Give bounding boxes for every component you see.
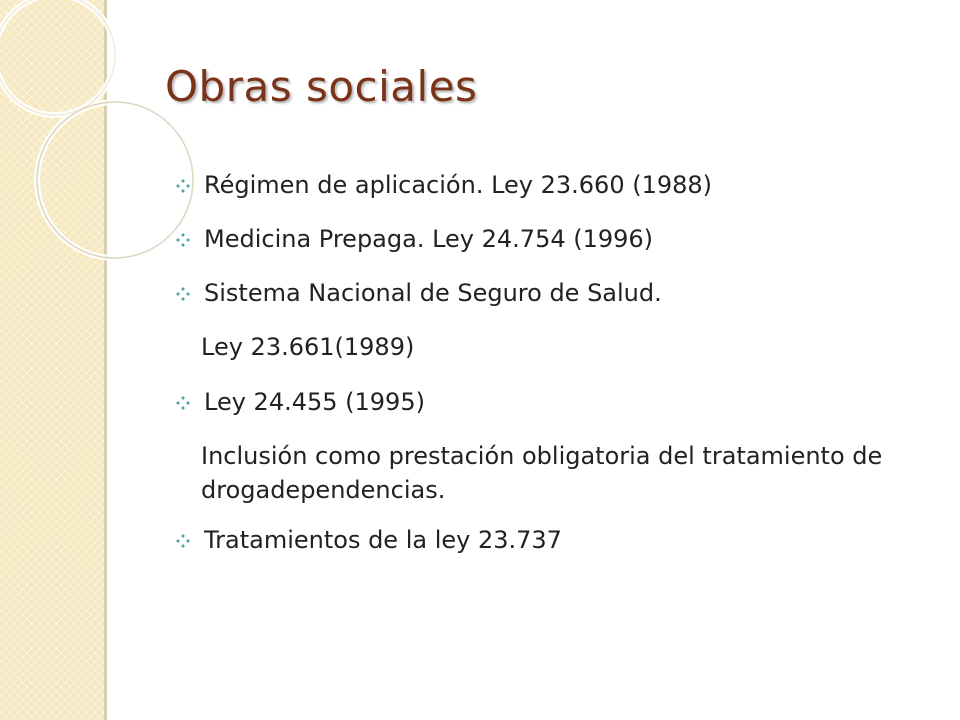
bullet-text: Ley 24.455 (1995) [204, 388, 425, 416]
four-diamond-bullet-icon [176, 396, 190, 410]
continuation-inclusion [170, 439, 890, 507]
slide-title: Obras sociales [165, 62, 478, 111]
four-diamond-bullet-icon [176, 534, 190, 548]
four-diamond-bullet-icon [176, 179, 190, 193]
four-diamond-bullet-icon [176, 233, 190, 247]
bullet-text: Sistema Nacional de Seguro de Salud. [204, 279, 662, 307]
continuation-ley-23661 [170, 330, 890, 364]
bullet-list [170, 168, 890, 557]
bullet-text: Régimen de aplicación. Ley 23.660 (1988) [204, 171, 713, 199]
bullet-item-tratamientos [170, 523, 890, 557]
bullet-item-medicina-prepaga [170, 222, 890, 256]
bullet-item-regimen [170, 168, 890, 202]
continuation-text: Ley 23.661(1989) [201, 333, 415, 361]
bullet-text: Tratamientos de la ley 23.737 [204, 526, 562, 554]
four-diamond-bullet-icon [176, 287, 190, 301]
continuation-text: Inclusión como prestación obligatoria del tratamiento de drogadependencias. [201, 442, 883, 504]
bullet-text: Medicina Prepaga. Ley 24.754 (1996) [204, 225, 654, 253]
bullet-item-sistema-nacional [170, 276, 890, 310]
bullet-item-ley-24455 [170, 385, 890, 419]
